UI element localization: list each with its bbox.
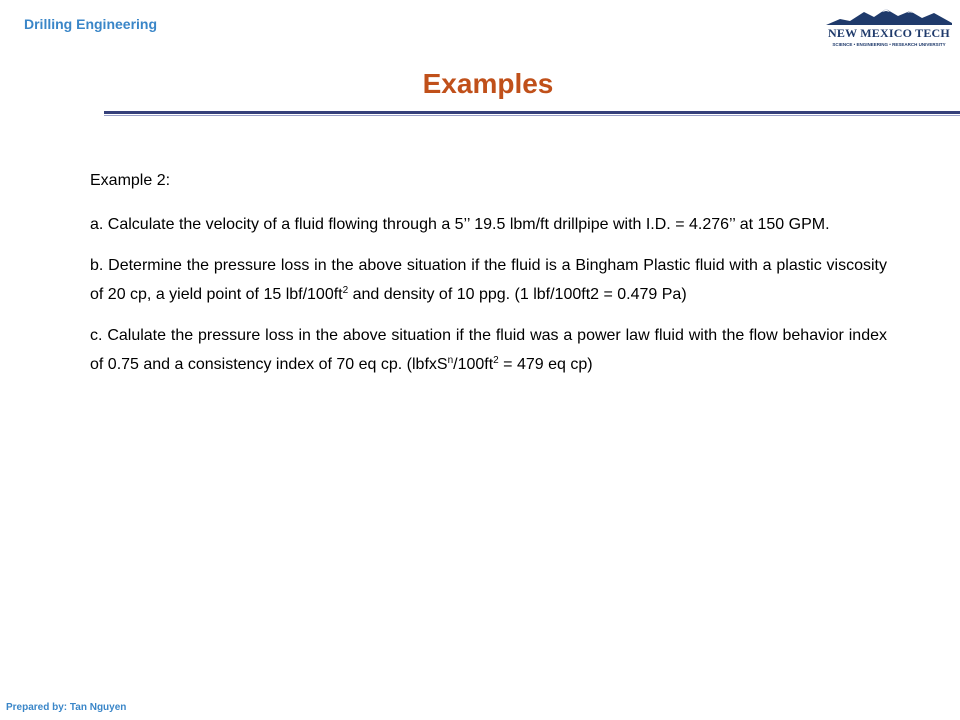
title-divider-thin <box>104 115 960 116</box>
course-title: Drilling Engineering <box>24 16 158 32</box>
part-c-text-1: c. Calulate the pressure loss in the above situation if the fluid was a power law fluid with the flow behavior index of 0.75 and a consistency index of 70 eq cp. (lbfxS <box>90 327 887 373</box>
question-part-c <box>90 321 887 379</box>
slide-title: Examples <box>422 68 554 99</box>
part-b-text-2: and density of 10 ppg. (1 lbf/100ft2 = 0.479 Pa) <box>348 286 687 303</box>
logo-name: NEW MEXICO TECH <box>828 26 950 40</box>
slide-body <box>90 166 887 391</box>
part-b-text-1: b. Determine the pressure loss in the above situation if the fluid is a Bingham Plastic fluid with a plastic viscosity of 20 cp, a yield point of 15 lbf/100ft <box>90 257 887 303</box>
part-c-text-3: = 479 eq cp) <box>498 356 593 373</box>
logo-tagline: SCIENCE • ENGINEERING • RESEARCH UNIVERSITY <box>832 42 946 47</box>
part-b-superscript: 2 <box>342 285 349 296</box>
part-c-superscript-n: n <box>447 355 454 366</box>
question-part-a: a. Calculate the velocity of a fluid flowing through a 5’’ 19.5 lbm/ft drillpipe with I.D. = 4.276’’ at 150 GPM. <box>90 216 830 233</box>
example-label: Example 2: <box>90 172 171 189</box>
part-c-superscript-2: 2 <box>493 355 499 366</box>
prepared-by: Prepared by: Tan Nguyen <box>6 702 127 713</box>
university-logo <box>826 6 952 50</box>
mountain-logo-icon <box>826 6 952 26</box>
part-c-text-2: /100ft <box>453 356 494 373</box>
question-part-b <box>90 251 887 309</box>
title-divider <box>104 111 960 114</box>
